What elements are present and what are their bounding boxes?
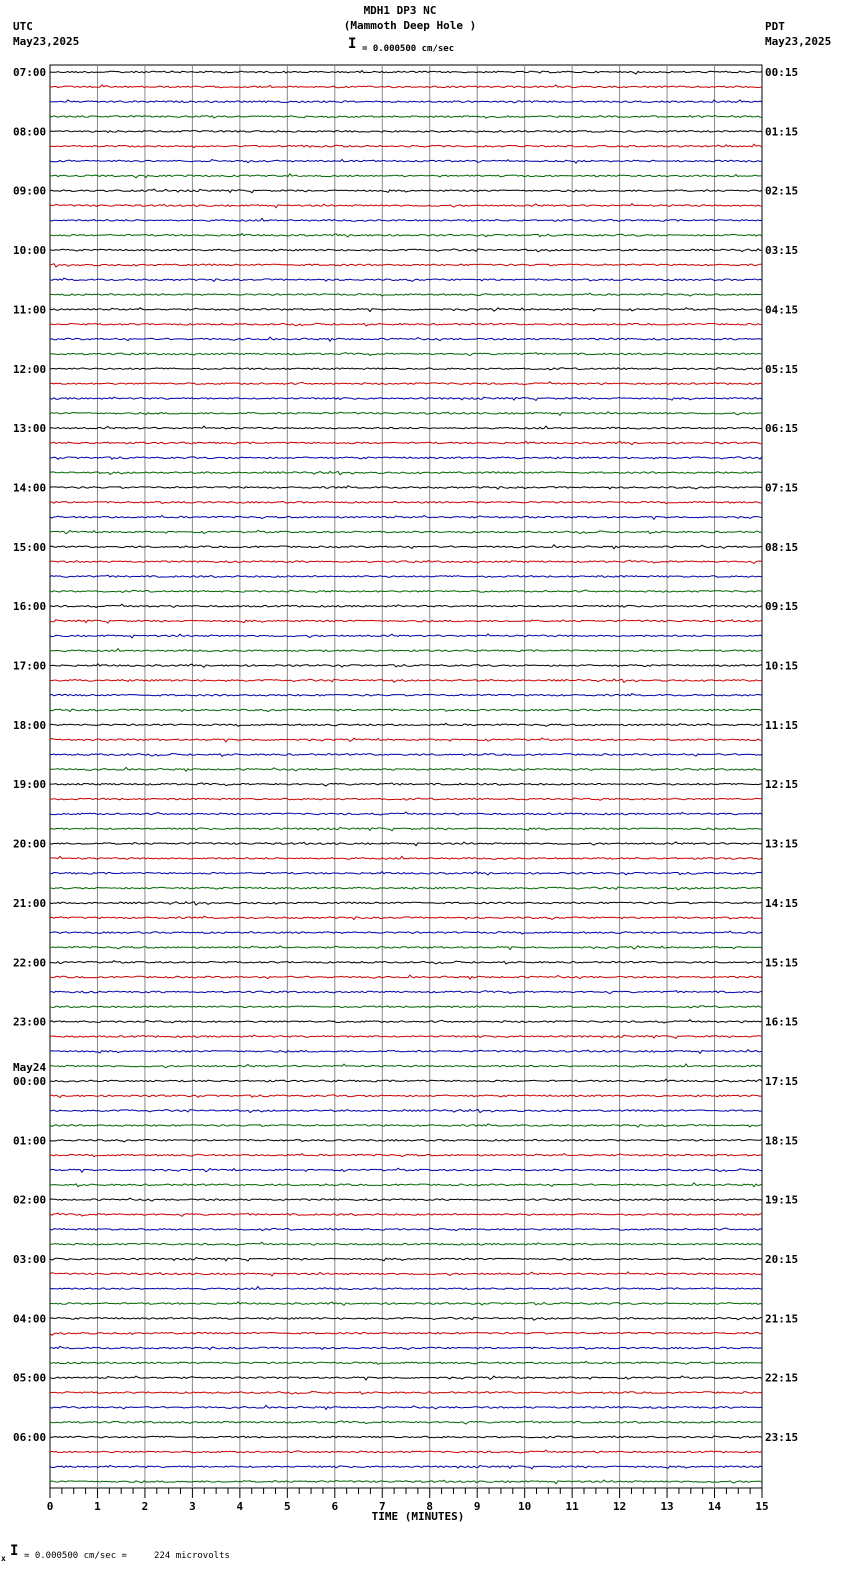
- seismic-trace: [50, 249, 762, 252]
- seismic-trace: [50, 323, 762, 326]
- seismic-trace: [50, 738, 762, 742]
- seismic-trace: [50, 1006, 762, 1008]
- seismic-trace: [50, 308, 762, 312]
- right-hour-label: 21:15: [765, 1312, 799, 1326]
- seismic-trace: [50, 441, 762, 444]
- seismic-trace: [50, 1302, 762, 1306]
- seismic-trace: [50, 916, 762, 919]
- seismic-trace: [50, 1020, 762, 1023]
- right-hour-label: 04:15: [765, 303, 799, 317]
- left-hour-label: 11:00: [13, 303, 47, 317]
- left-date: May23,2025: [13, 35, 80, 48]
- seismic-trace: [50, 1079, 762, 1081]
- seismic-trace: [50, 1317, 762, 1320]
- seismic-trace: [50, 753, 762, 756]
- left-hour-label: 04:00: [13, 1312, 47, 1326]
- seismic-trace: [50, 1198, 762, 1201]
- right-hour-label: 05:15: [765, 362, 799, 376]
- day-change-label: May24: [13, 1060, 47, 1074]
- seismic-trace: [50, 353, 762, 356]
- seismic-trace: [50, 560, 762, 563]
- seismic-trace: [50, 1376, 762, 1380]
- seismic-trace: [50, 502, 762, 504]
- left-hour-label: 20:00: [13, 837, 47, 851]
- seismic-trace: [50, 991, 762, 994]
- seismic-trace: [50, 975, 762, 979]
- seismic-trace: [50, 664, 762, 668]
- seismic-trace: [50, 1213, 762, 1216]
- seismic-trace: [50, 116, 762, 119]
- seismic-trace: [50, 1465, 762, 1468]
- left-hour-label: 02:00: [13, 1193, 47, 1207]
- seismic-trace: [50, 902, 762, 905]
- x-tick-label: 7: [378, 1500, 386, 1513]
- seismic-trace: [50, 426, 762, 429]
- seismic-trace: [50, 293, 762, 296]
- footer-scale-text: = 0.000500 cm/sec = 224 microvolts: [24, 1551, 230, 1561]
- right-hour-label: 14:15: [765, 896, 799, 910]
- left-hour-label: 17:00: [13, 659, 47, 673]
- right-hour-label: 06:15: [765, 422, 799, 436]
- right-hour-label: 17:15: [765, 1074, 799, 1088]
- x-tick-label: 12: [612, 1500, 627, 1513]
- seismic-trace: [50, 1064, 762, 1068]
- seismic-trace: [50, 709, 762, 712]
- seismic-trace: [50, 160, 762, 164]
- grid: [50, 65, 762, 1488]
- right-hour-label: 01:15: [765, 125, 799, 139]
- plot-frame: [50, 65, 762, 1488]
- seismic-trace: [50, 946, 762, 950]
- seismic-trace: [50, 620, 762, 624]
- right-timezone: PDT: [765, 20, 785, 33]
- left-hour-label: 01:00: [13, 1134, 47, 1148]
- footer-scale-icon: Ι: [10, 1543, 19, 1559]
- x-tick-label: 9: [473, 1500, 481, 1513]
- seismic-trace: [50, 1391, 762, 1394]
- right-hour-label: 02:15: [765, 184, 799, 198]
- seismic-trace: [50, 85, 762, 88]
- seismic-trace: [50, 1109, 762, 1112]
- seismic-trace: [50, 545, 762, 549]
- left-timezone: UTC: [13, 20, 33, 33]
- x-tick-label: 13: [660, 1500, 674, 1513]
- right-hour-label: 10:15: [765, 659, 799, 673]
- seismic-trace: [50, 961, 762, 964]
- seismic-trace: [50, 842, 762, 846]
- seismic-trace: [50, 337, 762, 341]
- left-hour-label: 23:00: [13, 1015, 47, 1029]
- seismic-trace: [50, 1168, 762, 1172]
- seismic-trace: [50, 1480, 762, 1484]
- seismic-trace: [50, 856, 762, 859]
- footer-scale-marker: x: [1, 1554, 6, 1563]
- right-hour-label: 19:15: [765, 1193, 799, 1207]
- seismic-trace: [50, 812, 762, 815]
- right-hour-label: 00:15: [765, 66, 799, 79]
- left-hour-label: 08:00: [13, 125, 47, 139]
- left-hour-label: 21:00: [13, 896, 47, 910]
- seismic-trace: [50, 1183, 762, 1187]
- x-tick-label: 14: [707, 1500, 722, 1513]
- x-tick-label: 1: [94, 1500, 101, 1513]
- left-hour-label: 06:00: [13, 1431, 47, 1445]
- seismic-trace: [50, 827, 762, 831]
- right-hour-label: 08:15: [765, 540, 799, 554]
- right-hour-label: 09:15: [765, 600, 799, 614]
- x-axis: [47, 1488, 769, 1523]
- x-axis-label: TIME (MINUTES): [371, 1510, 465, 1523]
- left-hour-label: 00:00: [13, 1074, 47, 1088]
- right-hour-label: 03:15: [765, 244, 799, 258]
- seismic-trace: [50, 189, 762, 193]
- seismic-trace: [50, 1287, 762, 1290]
- seismic-trace: [50, 1095, 762, 1098]
- left-hour-label: 10:00: [13, 244, 47, 258]
- right-hour-label: 11:15: [765, 718, 799, 732]
- seismic-trace: [50, 575, 762, 577]
- x-tick-label: 5: [284, 1500, 291, 1513]
- seismic-trace: [50, 264, 762, 267]
- right-hour-label: 16:15: [765, 1015, 799, 1029]
- seismic-trace: [50, 931, 762, 934]
- seismic-trace: [50, 679, 762, 682]
- seismic-trace: [50, 1228, 762, 1231]
- seismic-trace: [50, 486, 762, 489]
- seismic-trace: [50, 1361, 762, 1364]
- seismic-trace: [50, 174, 762, 178]
- seismic-trace: [50, 1140, 762, 1142]
- seismic-trace: [50, 767, 762, 771]
- left-hour-label: 12:00: [13, 362, 47, 376]
- seismic-trace: [50, 783, 762, 786]
- left-hour-label: 07:00: [13, 66, 47, 79]
- scale-bar-icon: Ι: [348, 36, 357, 52]
- left-hour-label: 18:00: [13, 718, 47, 732]
- x-tick-label: 10: [518, 1500, 532, 1513]
- seismic-trace: [50, 872, 762, 875]
- x-tick-label: 2: [141, 1500, 149, 1513]
- scale-label: = 0.000500 cm/sec: [362, 44, 455, 54]
- right-hour-label: 20:15: [765, 1253, 799, 1266]
- seismic-trace: [50, 723, 762, 726]
- seismic-trace: [50, 887, 762, 890]
- seismic-trace: [50, 397, 762, 400]
- right-hour-label: 12:15: [765, 778, 799, 792]
- x-tick-label: 15: [755, 1500, 769, 1513]
- left-hour-label: 22:00: [13, 956, 47, 970]
- left-hour-label: 05:00: [13, 1371, 47, 1385]
- left-hour-label: 09:00: [13, 184, 47, 198]
- seismic-trace: [50, 1050, 762, 1054]
- seismic-trace: [50, 1124, 762, 1127]
- x-tick-label: 4: [236, 1500, 244, 1513]
- seismic-trace: [50, 218, 762, 221]
- seismic-trace: [50, 368, 762, 370]
- seismic-trace: [50, 1272, 762, 1276]
- right-hour-label: 13:15: [765, 837, 799, 851]
- seismic-trace: [50, 649, 762, 652]
- seismic-trace: [50, 1405, 762, 1409]
- right-date: May23,2025: [765, 35, 832, 48]
- right-hour-label: 22:15: [765, 1371, 799, 1385]
- right-hour-label: 18:15: [765, 1134, 799, 1148]
- seismic-trace: [50, 798, 762, 800]
- seismic-trace: [50, 590, 762, 593]
- seismic-trace: [50, 604, 762, 607]
- left-hour-label: 03:00: [13, 1253, 47, 1266]
- left-hour-label: 14:00: [13, 481, 47, 495]
- seismic-trace: [50, 204, 762, 208]
- seismic-trace: [50, 1346, 762, 1349]
- x-tick-label: 8: [426, 1500, 434, 1513]
- left-hour-label: 15:00: [13, 540, 47, 554]
- seismic-trace: [50, 516, 762, 520]
- seismic-trace: [50, 1450, 762, 1453]
- right-hour-label: 07:15: [765, 481, 799, 495]
- station-title: MDH1 DP3 NC: [363, 4, 437, 17]
- seismic-trace: [50, 694, 762, 697]
- seismic-trace: [50, 634, 762, 638]
- seismic-trace: [50, 1258, 762, 1262]
- seismic-trace: [50, 471, 762, 474]
- seismic-trace: [50, 457, 762, 460]
- seismic-trace: [50, 100, 762, 103]
- right-hour-label: 15:15: [765, 956, 799, 970]
- station-location: (Mammoth Deep Hole ): [343, 19, 477, 32]
- traces: [50, 71, 762, 1484]
- left-hour-label: 16:00: [13, 600, 47, 614]
- x-tick-label: 6: [331, 1500, 339, 1513]
- seismic-trace: [50, 71, 762, 75]
- left-hour-label: 13:00: [13, 422, 47, 436]
- left-hour-label: 19:00: [13, 778, 47, 792]
- seismic-trace: [50, 1154, 762, 1157]
- seismic-trace: [50, 530, 762, 533]
- seismic-trace: [50, 131, 762, 133]
- seismic-trace: [50, 382, 762, 385]
- seismic-trace: [50, 1332, 762, 1335]
- seismic-trace: [50, 278, 762, 281]
- seismic-trace: [50, 1242, 762, 1245]
- x-tick-label: 3: [189, 1500, 196, 1513]
- x-tick-label: 0: [46, 1500, 54, 1513]
- seismic-trace: [50, 1421, 762, 1424]
- seismic-trace: [50, 1436, 762, 1438]
- seismic-trace: [50, 1035, 762, 1038]
- right-hour-label: 23:15: [765, 1431, 799, 1445]
- seismic-trace: [50, 412, 762, 416]
- x-tick-label: 11: [565, 1500, 579, 1513]
- seismic-trace: [50, 144, 762, 148]
- seismic-trace: [50, 234, 762, 238]
